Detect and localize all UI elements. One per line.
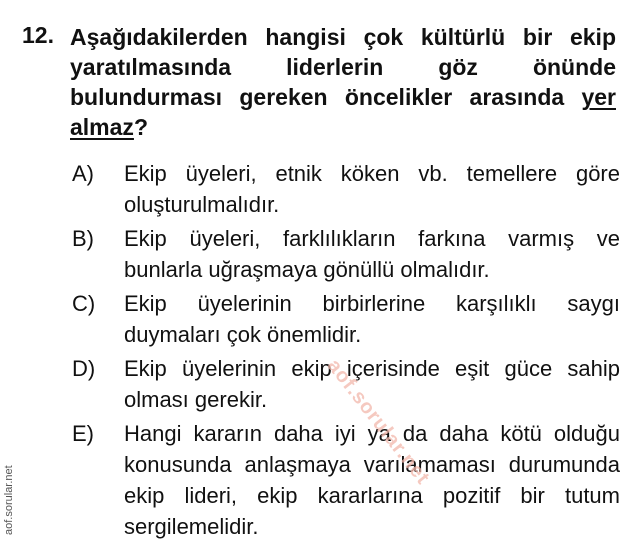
question-stem-text: Aşağıdakilerden hangisi çok kültürlü bir ekip yaratılmasında liderlerin göz önünde bulundurması gereken öncelikler arasında — [70, 24, 616, 110]
option-text: Ekip üyelerinin ekip içerisinde eşit güce sahip olması gerekir. — [124, 356, 620, 412]
diagonal-watermark: aof.sorular.net — [322, 355, 435, 489]
option-letter: B) — [72, 226, 94, 251]
option-c[interactable] — [72, 288, 620, 350]
option-text: Ekip üyelerinin birbirlerine karşılıklı saygı duymaları çok önemlidir. — [124, 291, 620, 347]
answer-options — [72, 158, 620, 545]
question-number: 12. — [22, 22, 54, 48]
option-a[interactable] — [72, 158, 620, 220]
stem-underlined-word-almaz: almaz — [70, 114, 134, 140]
option-letter: C) — [72, 291, 96, 316]
side-watermark: aof.sorular.net — [3, 465, 15, 535]
option-text: Hangi kararın daha iyi ya da daha kötü olduğu konusunda anlaşmaya varılamaması durumunda ekip lideri, ekip kararlarına pozitif bir tutum sergilemelidir. — [124, 421, 620, 539]
option-letter: A) — [72, 161, 94, 186]
question-stem — [70, 22, 616, 142]
stem-question-mark: ? — [133, 114, 148, 140]
option-e[interactable] — [72, 418, 620, 542]
option-b[interactable] — [72, 223, 620, 285]
option-letter: E) — [72, 421, 94, 446]
option-text: Ekip üyeleri, farklılıkların farkına varmış ve bunlarla uğraşmaya gönüllü olmalıdır. — [124, 226, 620, 282]
option-letter: D) — [72, 356, 96, 381]
stem-underlined-word-yer: yer — [581, 84, 616, 110]
option-text: Ekip üyeleri, etnik köken vb. temellere göre oluşturulmalıdır. — [124, 161, 620, 217]
